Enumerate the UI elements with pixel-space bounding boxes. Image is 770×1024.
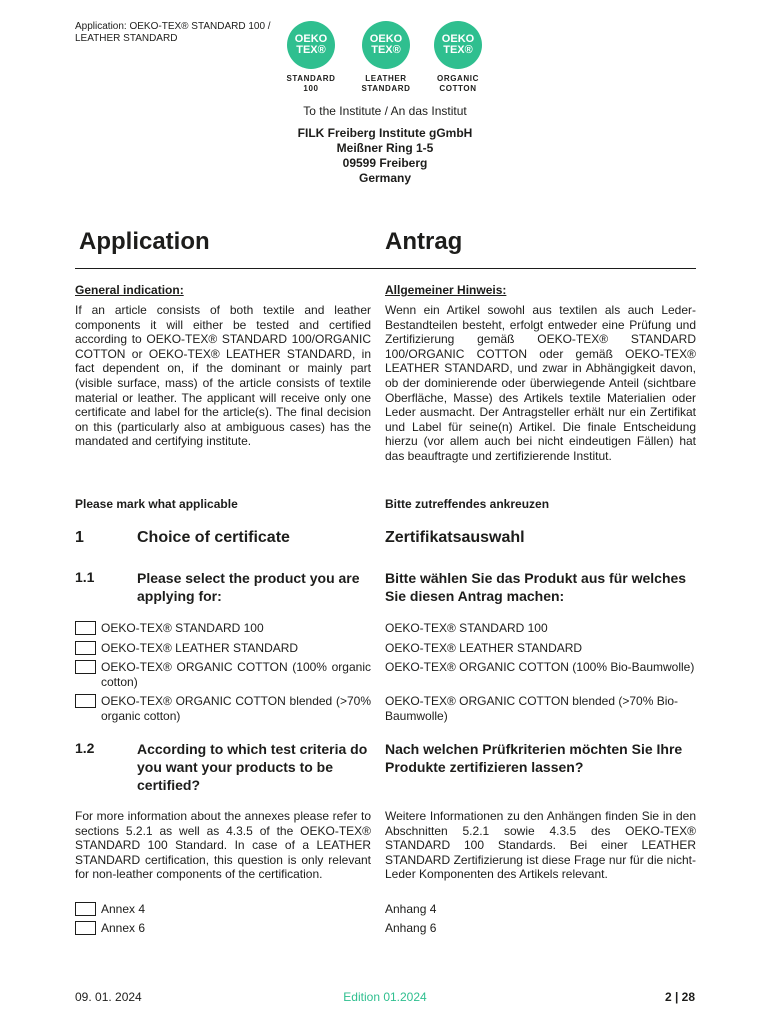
- option-annex-6-de: Anhang 6: [385, 921, 437, 935]
- institute-address: [250, 104, 520, 186]
- oekotex-standard-100-logo: OEKO TEX® STANDARD 100: [280, 21, 342, 93]
- section-1-1-number: 1.1: [75, 569, 95, 585]
- standard-100-checkbox[interactable]: [75, 621, 96, 635]
- option-annex-4-de: Anhang 4: [385, 902, 437, 916]
- address-to: To the Institute / An das Institut: [303, 104, 467, 118]
- option-organic-cotton-blended-de: OEKO-TEX® ORGANIC COTTON blended (>70% Bio-Baumwolle): [385, 694, 679, 723]
- option-annex-4: Annex 4: [75, 902, 371, 917]
- section-1-2-title-en: According to which test criteria do you want your products to be certified?: [137, 741, 368, 793]
- section-1-number: 1: [75, 529, 84, 546]
- footer-page-number: 2 | 28: [664, 990, 695, 1004]
- oekotex-organic-cotton-logo: OEKO TEX® ORGANIC COTTON: [427, 21, 489, 93]
- mark-instruction-de: Bitte zutreffendes ankreuzen: [385, 497, 550, 511]
- footer-edition: Edition 01.2024: [343, 990, 427, 1004]
- mark-instruction-en: Please mark what applicable: [75, 497, 238, 511]
- oekotex-leather-standard-logo: OEKO TEX® LEATHER STANDARD: [355, 21, 417, 93]
- section-1-2-number: 1.2: [75, 740, 95, 756]
- general-text-de: Wenn ein Artikel sowohl aus textilen als auch Leder-Bestandteilen besteht, erfolgt entweder eine Prüfung und Zertifizierung gemäß OEKO-TEX® STANDARD 100/ORGANIC COTTON oder gemäß OEKO-TEX® LEATHER STANDARD, und zwar in Abhängigkeit davon, ob der dominierende oder überwiegende Anteil (sichtbare Oberfläche, Masse) des Artikels textile Materialien oder Leder ausmacht. Der Antragsteller erhält nur ein Zertifikat und Label für seine(n) Artikel. Die finale Entscheidung hierzu (vor allem auch bei nicht eindeutigen Fällen) hat das beauftragte und zertifizierende Institut.: [385, 303, 696, 463]
- section-1-title-en: Choice of certificate: [137, 529, 290, 546]
- option-leather-standard: OEKO-TEX® LEATHER STANDARD: [75, 641, 371, 656]
- title-divider: [75, 268, 696, 269]
- general-heading-en: General indication:: [75, 283, 184, 297]
- section-1-title-de: Zertifikatsauswahl: [385, 529, 525, 546]
- option-standard-100-de: OEKO-TEX® STANDARD 100: [385, 621, 548, 635]
- page-title-de: Antrag: [385, 228, 463, 255]
- option-organic-cotton-de: OEKO-TEX® ORGANIC COTTON (100% Bio-Baumwolle): [385, 660, 695, 674]
- general-text-en: If an article consists of both textile and leather components it will either be tested and certified according to OEKO-TEX® STANDARD 100/ORGANIC COTTON or OEKO-TEX® LEATHER STANDARD, in fact dependent on, if the dominant or mainly part (visible surface, mass) of the article consists of textile material or leather. The applicant will receive only one certificate and label for the article(s). The final decision on this (particularly also at ambiguous cases) has the mandated and certifying institute.: [75, 303, 371, 449]
- address-name: FILK Freiberg Institute gGmbH: [297, 126, 473, 140]
- annex-4-checkbox[interactable]: [75, 902, 96, 916]
- address-street: Meißner Ring 1-5: [336, 141, 434, 155]
- option-standard-100: OEKO-TEX® STANDARD 100: [75, 621, 371, 636]
- footer-date: 09. 01. 2024: [75, 990, 142, 1004]
- organic-cotton-checkbox[interactable]: [75, 660, 96, 674]
- organic-cotton-blended-checkbox[interactable]: [75, 694, 96, 708]
- option-organic-cotton-blended: OEKO-TEX® ORGANIC COTTON blended (>70% organic cotton): [75, 694, 371, 723]
- page-title-en: Application: [79, 228, 210, 255]
- option-organic-cotton: OEKO-TEX® ORGANIC COTTON (100% organic cotton): [75, 660, 371, 689]
- annex-6-checkbox[interactable]: [75, 921, 96, 935]
- section-1-2-text-en: For more information about the annexes please refer to sections 5.2.1 as well as 4.3.5 of the OEKO-TEX® STANDARD 100 Standard. In case of a LEATHER STANDARD certification, this question is only relevant for non-leather components of the certification.: [75, 809, 371, 882]
- application-tag: Application: OEKO-TEX® STANDARD 100 / LEATHER STANDARD: [75, 21, 271, 44]
- section-1-1-title-en: Please select the product you are applying for:: [137, 570, 360, 604]
- section-1-1-title-de: Bitte wählen Sie das Produkt aus für welches Sie diesen Antrag machen:: [385, 570, 687, 604]
- general-heading-de: Allgemeiner Hinweis:: [385, 283, 507, 297]
- leather-standard-checkbox[interactable]: [75, 641, 96, 655]
- address-country: Germany: [358, 171, 412, 185]
- section-1-2-text-de: Weitere Informationen zu den Anhängen finden Sie in den Abschnitten 5.2.1 sowie 4.3.5 des OEKO-TEX® STANDARD 100 Standards. Bei einer LEATHER STANDARD Zertifizierung ist diese Frage nur für die nicht-Leder Komponenten des Artikels relevant.: [385, 809, 696, 882]
- section-1-2-title-de: Nach welchen Prüfkriterien möchten Sie Ihre Produkte zertifizieren lassen?: [385, 741, 683, 775]
- option-leather-standard-de: OEKO-TEX® LEATHER STANDARD: [385, 641, 583, 655]
- address-city: 09599 Freiberg: [342, 156, 428, 170]
- option-annex-6: Annex 6: [75, 921, 371, 936]
